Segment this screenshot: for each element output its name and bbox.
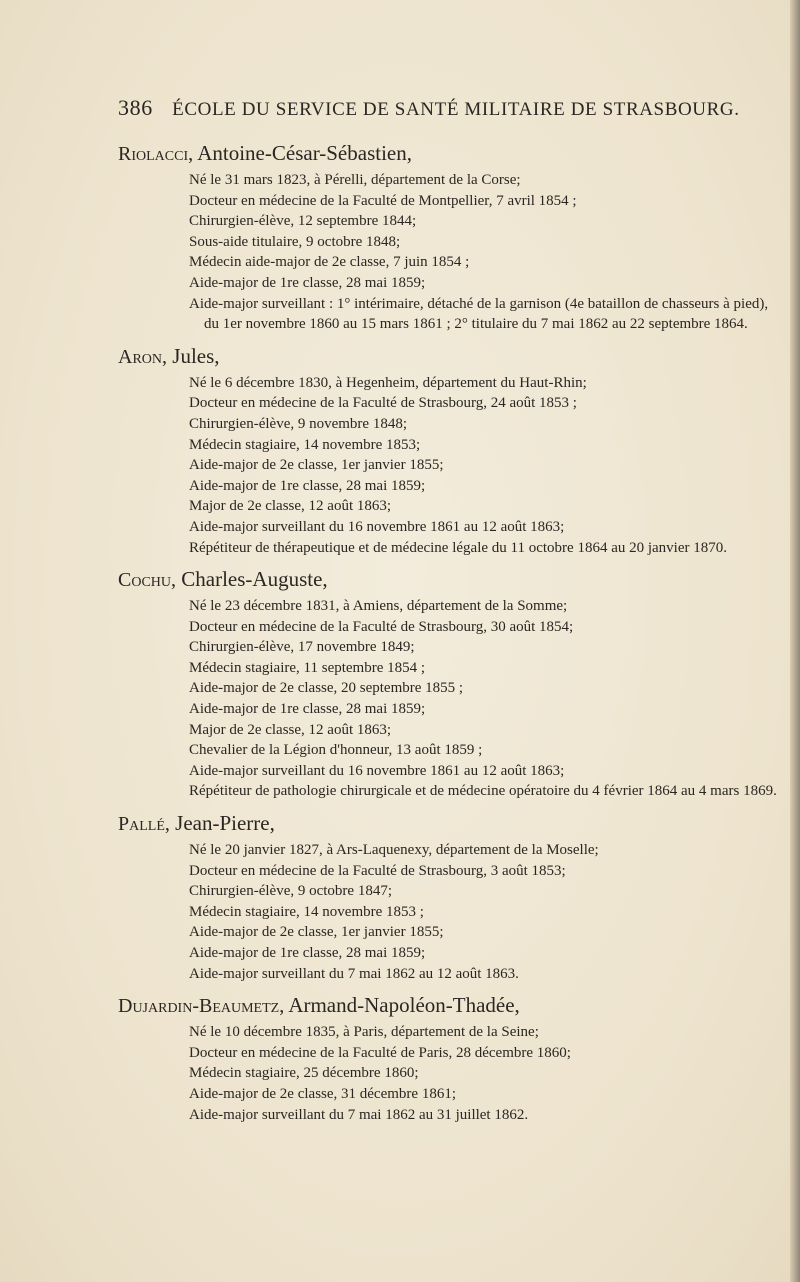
entry-line: Aide-major surveillant du 16 novembre 1861 au 12 août 1863; <box>189 762 565 779</box>
entry-line: Chirurgien-élève, 17 novembre 1849; <box>189 639 415 656</box>
entry <box>118 810 786 984</box>
entry-line: Docteur en médecine de la Faculté de Strasbourg, 3 août 1853; <box>189 862 566 879</box>
entry-line: Médecin stagiaire, 14 novembre 1853; <box>189 436 421 453</box>
entry-name: Aron, Jules, <box>118 343 220 368</box>
entry-line: Chirurgien-élève, 9 octobre 1847; <box>189 883 392 900</box>
page-number: 386 <box>118 95 153 120</box>
entry-lines <box>118 840 786 984</box>
entry-line: Médecin stagiaire, 11 septembre 1854 ; <box>189 659 426 676</box>
entry-line: Aide-major de 2e classe, 31 décembre 1861; <box>189 1085 456 1102</box>
entry-name: Dujardin-Beaumetz, Armand-Napoléon-Thadée, <box>118 993 520 1018</box>
entry-line: Chirurgien-élève, 9 novembre 1848; <box>189 415 407 432</box>
entry-line: Docteur en médecine de la Faculté de Montpellier, 7 avril 1854 ; <box>189 192 577 209</box>
entry-lines <box>118 1022 786 1125</box>
entry-line: Major de 2e classe, 12 août 1863; <box>189 721 392 738</box>
entry-line: Aide-major de 1re classe, 28 mai 1859; <box>189 274 426 291</box>
entry-line: Major de 2e classe, 12 août 1863; <box>189 498 392 515</box>
entry-line: Aide-major surveillant du 7 mai 1862 au 12 août 1863. <box>189 965 519 982</box>
entry-line: Médecin aide-major de 2e classe, 7 juin 1854 ; <box>189 254 470 271</box>
entry-line: Aide-major surveillant : 1° intérimaire, détaché de la garnison (4e bataillon de chasseurs à pied), du 1er novembre 1860 au 15 mars 1861 ; 2° titulaire du 7 mai 1862 au 22 septembre 1864. <box>189 295 769 333</box>
entry-line: Médecin stagiaire, 14 novembre 1853 ; <box>189 903 424 920</box>
entry-line: Né le 23 décembre 1831, à Amiens, département de la Somme; <box>189 598 568 615</box>
entry-line: Docteur en médecine de la Faculté de Strasbourg, 30 août 1854; <box>189 618 574 635</box>
entry-line: Aide-major surveillant du 7 mai 1862 au 31 juillet 1862. <box>189 1106 529 1123</box>
entry-line: Aide-major surveillant du 16 novembre 1861 au 12 août 1863; <box>189 518 565 535</box>
running-header <box>118 95 758 121</box>
entry <box>118 566 786 802</box>
page-edge-shadow <box>790 0 800 1282</box>
entry-line: Aide-major de 2e classe, 1er janvier 1855; <box>189 457 444 474</box>
entry-line: Né le 20 janvier 1827, à Ars-Laquenexy, département de la Moselle; <box>189 842 599 859</box>
entry-line: Né le 6 décembre 1830, à Hegenheim, département du Haut-Rhin; <box>189 374 587 391</box>
entry-line: Né le 31 mars 1823, à Pérelli, département de la Corse; <box>189 172 521 188</box>
entry-line: Aide-major de 1re classe, 28 mai 1859; <box>189 477 426 494</box>
entry <box>118 343 786 558</box>
entry-line: Répétiteur de thérapeutique et de médecine légale du 11 octobre 1864 au 20 janvier 1870. <box>189 539 727 556</box>
entry-line: Aide-major de 2e classe, 20 septembre 1855 ; <box>189 680 464 697</box>
entry-line: Aide-major de 2e classe, 1er janvier 1855; <box>189 924 444 941</box>
entry-line: Chevalier de la Légion d'honneur, 13 août 1859 ; <box>189 742 483 759</box>
entry-lines <box>118 170 786 335</box>
entry-line: Docteur en médecine de la Faculté de Strasbourg, 24 août 1853 ; <box>189 395 577 412</box>
entry-name: Riolacci, Antoine-César-Sébastien, <box>118 141 412 165</box>
entry-line: Aide-major de 1re classe, 28 mai 1859; <box>189 701 426 718</box>
entry <box>118 992 786 1125</box>
entry-lines <box>118 373 786 558</box>
entry-lines <box>118 596 786 802</box>
entries <box>118 140 786 1133</box>
entry-line: Docteur en médecine de la Faculté de Paris, 28 décembre 1860; <box>189 1044 571 1061</box>
running-title: ÉCOLE DU SERVICE DE SANTÉ MILITAIRE DE STRASBOURG. <box>172 99 740 120</box>
entry-line: Médecin stagiaire, 25 décembre 1860; <box>189 1065 419 1082</box>
entry <box>118 140 786 335</box>
entry-line: Aide-major de 1re classe, 28 mai 1859; <box>189 945 426 961</box>
entry-line: Sous-aide titulaire, 9 octobre 1848; <box>189 233 401 250</box>
entry-name: Cochu, Charles-Auguste, <box>118 567 328 592</box>
entry-line: Répétiteur de pathologie chirurgicale et de médecine opératoire du 4 février 1864 au 4 mars 1869. <box>189 783 777 800</box>
entry-line: Né le 10 décembre 1835, à Paris, département de la Seine; <box>189 1024 539 1041</box>
entry-line: Chirurgien-élève, 12 septembre 1844; <box>189 213 417 230</box>
entry-name: Pallé, Jean-Pierre, <box>118 811 275 836</box>
